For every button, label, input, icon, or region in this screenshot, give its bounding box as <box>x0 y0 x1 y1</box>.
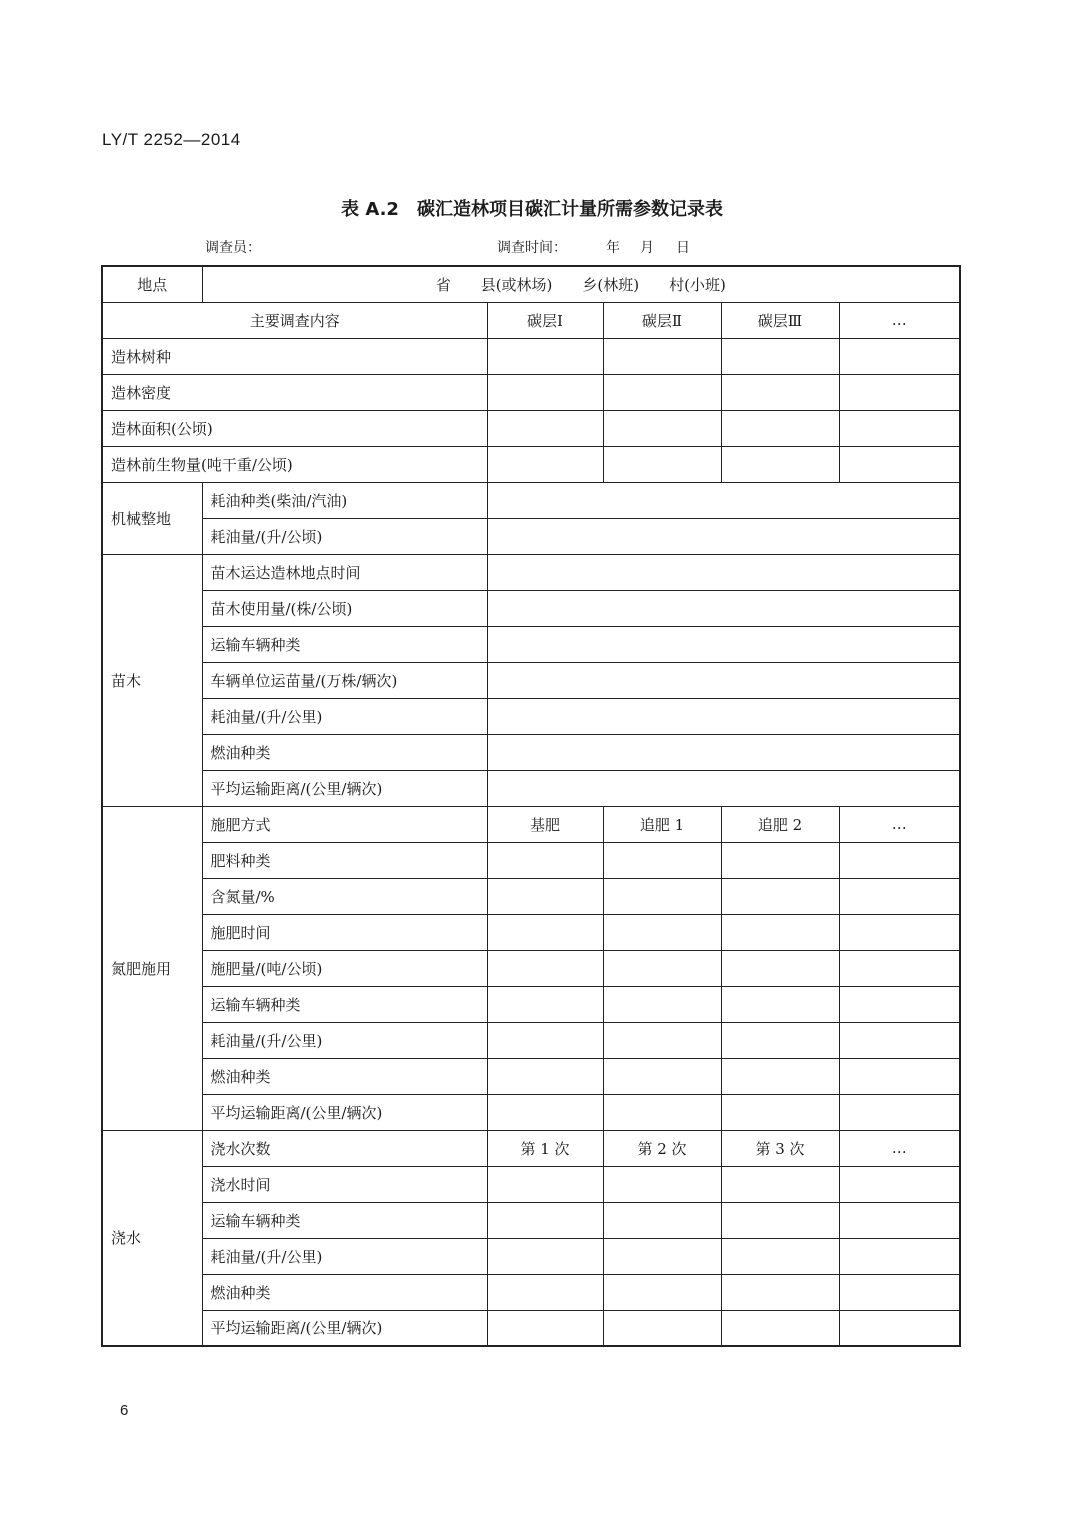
input-cell[interactable] <box>603 410 721 446</box>
standard-code: LY/T 2252—2014 <box>102 130 241 149</box>
input-cell[interactable] <box>487 842 603 878</box>
fertilizer-row-label: 耗油量/(升/公里) <box>202 1022 487 1058</box>
input-cell[interactable] <box>721 1238 839 1274</box>
input-cell[interactable] <box>721 842 839 878</box>
input-cell[interactable] <box>839 446 960 482</box>
table-title: 表 A.2 碳汇造林项目碳汇计量所需参数记录表 <box>341 199 723 220</box>
year-label: 年 <box>606 240 620 256</box>
fertilizer-row-label: 施肥量/(吨/公顷) <box>202 950 487 986</box>
watering-column-2: 第 2 次 <box>603 1130 721 1166</box>
input-cell[interactable] <box>487 590 960 626</box>
input-cell[interactable] <box>721 1202 839 1238</box>
input-cell[interactable] <box>487 374 603 410</box>
input-cell[interactable] <box>721 1058 839 1094</box>
input-cell[interactable] <box>487 1310 603 1346</box>
fertilizer-row <box>102 914 960 950</box>
input-cell[interactable] <box>603 1238 721 1274</box>
input-cell[interactable] <box>603 1094 721 1130</box>
watering-category-label: 浇水 <box>102 1130 202 1346</box>
fertilizer-column-more: … <box>839 806 960 842</box>
input-cell[interactable] <box>721 1166 839 1202</box>
watering-count-label: 浇水次数 <box>202 1130 487 1166</box>
input-cell[interactable] <box>721 338 839 374</box>
main-row <box>102 338 960 374</box>
input-cell[interactable] <box>487 338 603 374</box>
main-header-content: 主要调查内容 <box>102 302 487 338</box>
watering-column-more: … <box>839 1130 960 1166</box>
input-cell[interactable] <box>839 1238 960 1274</box>
seedling-row-label: 苗木使用量/(株/公顷) <box>202 590 487 626</box>
input-cell[interactable] <box>839 1022 960 1058</box>
fertilizer-row <box>102 950 960 986</box>
main-header-stratum-2: 碳层Ⅱ <box>603 302 721 338</box>
input-cell[interactable] <box>487 482 960 518</box>
main-header-more: … <box>839 302 960 338</box>
input-cell[interactable] <box>839 950 960 986</box>
watering-row-label: 浇水时间 <box>202 1166 487 1202</box>
mechanical-row <box>102 482 960 518</box>
fertilizer-row-label: 运输车辆种类 <box>202 986 487 1022</box>
input-cell[interactable] <box>487 1058 603 1094</box>
watering-row <box>102 1202 960 1238</box>
input-cell[interactable] <box>721 878 839 914</box>
fertilizer-column-top-2: 追肥 2 <box>721 806 839 842</box>
fertilizer-row-label: 含氮量/% <box>202 878 487 914</box>
fertilizer-row <box>102 1094 960 1130</box>
seedling-row <box>102 770 960 806</box>
watering-row <box>102 1238 960 1274</box>
input-cell[interactable] <box>487 698 960 734</box>
input-cell[interactable] <box>721 950 839 986</box>
seedling-row <box>102 734 960 770</box>
input-cell[interactable] <box>487 662 960 698</box>
input-cell[interactable] <box>487 1238 603 1274</box>
seedling-row-label: 耗油量/(升/公里) <box>202 698 487 734</box>
main-row <box>102 410 960 446</box>
watering-row-label: 运输车辆种类 <box>202 1202 487 1238</box>
seedling-row <box>102 554 960 590</box>
input-cell[interactable] <box>721 914 839 950</box>
input-cell[interactable] <box>603 338 721 374</box>
fertilizer-row <box>102 1022 960 1058</box>
main-header-stratum-3: 碳层Ⅲ <box>721 302 839 338</box>
input-cell[interactable] <box>603 914 721 950</box>
input-cell[interactable] <box>487 914 603 950</box>
location-fields[interactable]: 省 县(或林场) 乡(林班) 村(小班) <box>202 266 960 302</box>
watering-column-3: 第 3 次 <box>721 1130 839 1166</box>
fertilizer-column-top-1: 追肥 1 <box>603 806 721 842</box>
input-cell[interactable] <box>603 1310 721 1346</box>
input-cell[interactable] <box>839 914 960 950</box>
month-label: 月 <box>640 240 654 256</box>
input-cell[interactable] <box>721 1274 839 1310</box>
main-header-stratum-1: 碳层Ⅰ <box>487 302 603 338</box>
watering-row-label: 燃油种类 <box>202 1274 487 1310</box>
input-cell[interactable] <box>487 950 603 986</box>
main-row-label: 造林树种 <box>102 338 487 374</box>
mechanical-row <box>102 518 960 554</box>
survey-time-label: 调查时间： <box>497 240 567 256</box>
mechanical-row-label: 耗油种类(柴油/汽油) <box>202 482 487 518</box>
input-cell[interactable] <box>487 518 960 554</box>
input-cell[interactable] <box>839 1166 960 1202</box>
mechanical-category-label: 机械整地 <box>102 482 202 554</box>
seedling-row-label: 平均运输距离/(公里/辆次) <box>202 770 487 806</box>
input-cell[interactable] <box>487 1094 603 1130</box>
input-cell[interactable] <box>603 842 721 878</box>
main-row-label: 造林密度 <box>102 374 487 410</box>
fertilizer-row-label: 平均运输距离/(公里/辆次) <box>202 1094 487 1130</box>
input-cell[interactable] <box>603 1022 721 1058</box>
main-row <box>102 374 960 410</box>
input-cell[interactable] <box>487 734 960 770</box>
input-cell[interactable] <box>721 1022 839 1058</box>
fertilizer-row <box>102 878 960 914</box>
input-cell[interactable] <box>487 878 603 914</box>
input-cell[interactable] <box>839 842 960 878</box>
day-label: 日 <box>676 240 690 256</box>
input-cell[interactable] <box>603 1058 721 1094</box>
input-cell[interactable] <box>487 1166 603 1202</box>
seedling-row <box>102 626 960 662</box>
seedling-category-label: 苗木 <box>102 554 202 806</box>
input-cell[interactable] <box>487 770 960 806</box>
main-header-row <box>102 302 960 338</box>
input-cell[interactable] <box>487 986 603 1022</box>
seedling-row-label: 苗木运达造林地点时间 <box>202 554 487 590</box>
seedling-row-label: 运输车辆种类 <box>202 626 487 662</box>
input-cell[interactable] <box>603 950 721 986</box>
fertilizer-row-label: 燃油种类 <box>202 1058 487 1094</box>
input-cell[interactable] <box>721 446 839 482</box>
input-cell[interactable] <box>839 410 960 446</box>
input-cell[interactable] <box>839 374 960 410</box>
fertilizer-row-label: 肥料种类 <box>202 842 487 878</box>
watering-column-1: 第 1 次 <box>487 1130 603 1166</box>
fertilizer-row <box>102 842 960 878</box>
mechanical-row-label: 耗油量/(升/公顷) <box>202 518 487 554</box>
input-cell[interactable] <box>839 1202 960 1238</box>
input-cell[interactable] <box>603 1274 721 1310</box>
input-cell[interactable] <box>839 1274 960 1310</box>
location-row <box>102 266 960 302</box>
fertilizer-row-label: 施肥时间 <box>202 914 487 950</box>
watering-row <box>102 1310 960 1346</box>
fertilizer-category-label: 氮肥施用 <box>102 806 202 1130</box>
fertilizer-header-row <box>102 806 960 842</box>
seedling-row <box>102 662 960 698</box>
input-cell[interactable] <box>721 1310 839 1346</box>
watering-row-label: 耗油量/(升/公里) <box>202 1238 487 1274</box>
watering-row-label: 平均运输距离/(公里/辆次) <box>202 1310 487 1346</box>
input-cell[interactable] <box>839 1310 960 1346</box>
input-cell[interactable] <box>487 1022 603 1058</box>
watering-row <box>102 1166 960 1202</box>
input-cell[interactable] <box>487 410 603 446</box>
fertilizer-method-label: 施肥方式 <box>202 806 487 842</box>
input-cell[interactable] <box>603 1202 721 1238</box>
input-cell[interactable] <box>603 878 721 914</box>
seedling-row <box>102 590 960 626</box>
input-cell[interactable] <box>721 374 839 410</box>
input-cell[interactable] <box>487 1202 603 1238</box>
input-cell[interactable] <box>603 986 721 1022</box>
input-cell[interactable] <box>487 626 960 662</box>
input-cell[interactable] <box>839 1094 960 1130</box>
watering-header-row <box>102 1130 960 1166</box>
seedling-row-label: 车辆单位运苗量/(万株/辆次) <box>202 662 487 698</box>
input-cell[interactable] <box>603 374 721 410</box>
parameter-record-table <box>101 265 961 1347</box>
watering-row <box>102 1274 960 1310</box>
input-cell[interactable] <box>839 1058 960 1094</box>
fertilizer-row <box>102 1058 960 1094</box>
input-cell[interactable] <box>721 410 839 446</box>
fertilizer-row <box>102 986 960 1022</box>
input-cell[interactable] <box>839 878 960 914</box>
page-number: 6 <box>120 1402 129 1419</box>
surveyor-label: 调查员： <box>205 240 261 256</box>
input-cell[interactable] <box>839 338 960 374</box>
main-row <box>102 446 960 482</box>
input-cell[interactable] <box>839 986 960 1022</box>
input-cell[interactable] <box>603 446 721 482</box>
input-cell[interactable] <box>721 986 839 1022</box>
main-row-label: 造林前生物量(吨干重/公顷) <box>102 446 487 482</box>
seedling-row-label: 燃油种类 <box>202 734 487 770</box>
location-label: 地点 <box>102 266 202 302</box>
input-cell[interactable] <box>721 1094 839 1130</box>
input-cell[interactable] <box>487 554 960 590</box>
seedling-row <box>102 698 960 734</box>
fertilizer-column-base: 基肥 <box>487 806 603 842</box>
input-cell[interactable] <box>603 1166 721 1202</box>
input-cell[interactable] <box>487 446 603 482</box>
input-cell[interactable] <box>487 1274 603 1310</box>
main-row-label: 造林面积(公顷) <box>102 410 487 446</box>
